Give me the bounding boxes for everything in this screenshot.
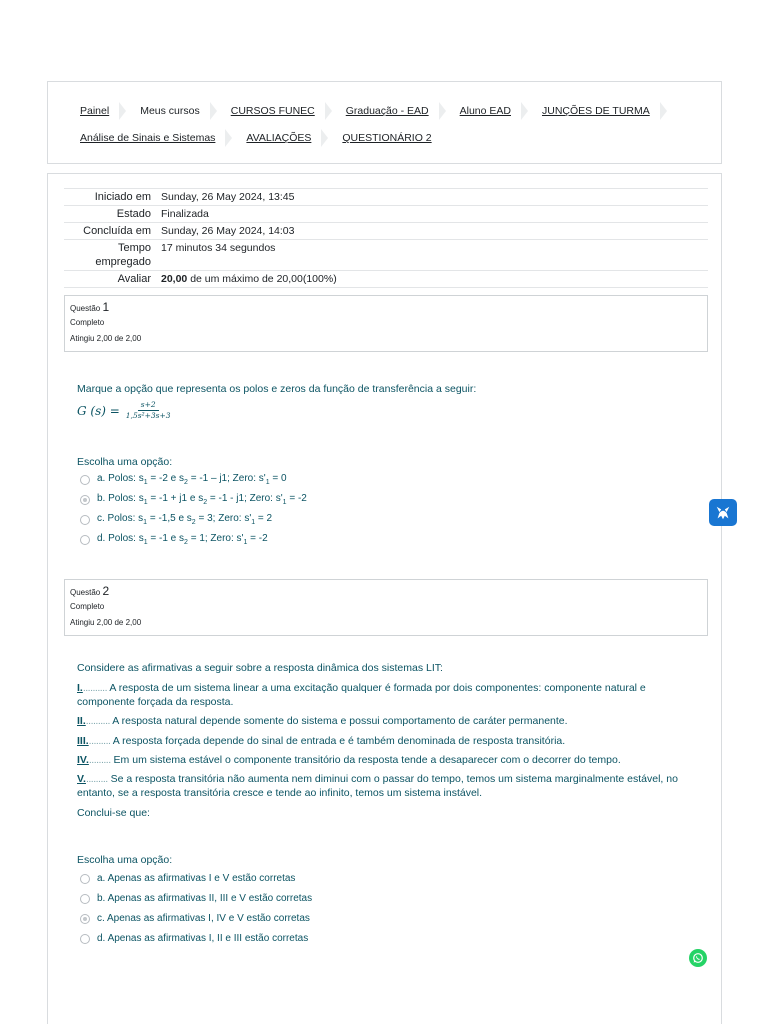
option-text: = 2 (255, 513, 273, 524)
question-label: Questão (70, 588, 101, 597)
statement-5 (77, 772, 702, 800)
subscript: 1 (265, 479, 270, 486)
conclusion-text: Conclui-se que: (77, 807, 150, 819)
question-2-mark: Atingiu 2,00 de 2,00 (70, 618, 142, 627)
option-text: = 0 (269, 473, 287, 484)
breadcrumb-avaliacoes[interactable]: AVALIAÇÕES (246, 132, 312, 144)
option-label: b. Apenas as afirmativas II, III e V estão corretas (97, 893, 313, 904)
statement-dots: .......... (82, 682, 108, 694)
breadcrumb-cursos-funec[interactable]: CURSOS FUNEC (230, 105, 315, 117)
whatsapp-button[interactable] (689, 949, 707, 967)
question-2-option[interactable] (80, 933, 308, 944)
formula-numerator: s+2 (138, 401, 159, 411)
question-1-option[interactable] (80, 513, 272, 526)
grade-value (161, 271, 708, 288)
started-label: Iniciado em (94, 191, 151, 203)
subscript: 1 (143, 499, 148, 506)
statement-dots: ......... (88, 735, 111, 747)
subscript: 1 (143, 479, 148, 486)
statement-dots: .......... (85, 715, 110, 727)
breadcrumb (47, 81, 722, 164)
option-text: = 3; Zero: s' (195, 513, 252, 524)
option-label (97, 533, 268, 546)
question-1-option[interactable] (80, 473, 287, 486)
subscript: 2 (203, 499, 208, 506)
subscript: 2 (184, 539, 188, 546)
started-value: Sunday, 26 May 2024, 13:45 (161, 191, 295, 203)
summary-row-time (64, 240, 708, 271)
question-1-text: Marque a opção que representa os polos e zeros da função de transferência a seguir: (77, 383, 477, 395)
subscript: 1 (143, 539, 148, 546)
statement-text: A resposta forçada depende do sinal de entrada e é também denominada de resposta transitória. (110, 735, 566, 747)
summary-row-completed (64, 223, 708, 240)
breadcrumb-juncoes-de-turma[interactable]: JUNÇÕES DE TURMA (542, 105, 650, 117)
statement-4 (77, 753, 702, 767)
grade-label: Avaliar (117, 273, 151, 285)
state-value: Finalizada (161, 208, 209, 220)
breadcrumb-meus-cursos: Meus cursos (140, 105, 200, 117)
option-text: d. Polos: s (97, 533, 144, 544)
breadcrumb-separator (321, 129, 328, 147)
question-1-option[interactable] (80, 533, 268, 546)
statement-text: Em um sistema estável o componente transitório da resposta tende a desaparecer com o decorrer do tempo. (110, 754, 621, 766)
statement-roman-numeral: I. (77, 682, 83, 694)
grade-score: 20,00 (161, 273, 188, 285)
question-2-info (64, 579, 708, 636)
grade-rest: de um máximo de 20,00(100%) (187, 273, 337, 285)
breadcrumb-questionario-2[interactable]: QUESTIONÁRIO 2 (342, 132, 432, 144)
statement-2 (77, 714, 702, 728)
state-label: Estado (116, 208, 151, 220)
radio-button[interactable] (80, 894, 90, 904)
breadcrumb-graduacao-ead[interactable]: Graduação - EAD (345, 105, 429, 117)
accessibility-button[interactable] (709, 499, 737, 526)
option-label: c. Apenas as afirmativas I, IV e V estão corretas (97, 913, 310, 924)
option-text: = -1,5 e s (147, 513, 192, 524)
question-2-number (70, 585, 702, 599)
transfer-function-formula (77, 401, 171, 420)
statement-roman-numeral: III. (77, 735, 89, 747)
option-text: = 1; Zero: s' (187, 533, 244, 544)
statement-roman-numeral: V. (77, 773, 86, 785)
radio-button[interactable] (80, 914, 90, 924)
option-label (97, 493, 307, 506)
radio-button[interactable] (80, 475, 90, 485)
summary-row-grade (64, 271, 708, 288)
subscript: 1 (282, 499, 287, 506)
question-2-choose-label: Escolha uma opção: (77, 854, 173, 866)
radio-button[interactable] (80, 515, 90, 525)
formula-lhs: G (s) = (77, 403, 120, 418)
breadcrumb-row-1 (78, 102, 679, 120)
option-text: c. Polos: s (97, 513, 144, 524)
statement-roman-numeral: II. (77, 715, 86, 727)
subscript: 2 (184, 479, 188, 486)
statement-text: A resposta natural depende somente do sistema e possui comportamento de caráter permanente. (109, 715, 568, 727)
question-1-number (70, 301, 702, 315)
option-text: = -2 (247, 533, 268, 544)
breadcrumb-separator (119, 102, 126, 120)
question-1-info (64, 295, 708, 352)
statement-text: Se a resposta transitória não aumenta nem diminui com o passar do tempo, temos um sistema marginalmente estável, no entanto, se a resposta transitória cresce e tende ao infinito, temos um sistema instável. (77, 773, 678, 799)
summary-row-started (64, 189, 708, 206)
option-label (97, 513, 272, 526)
statement-3 (77, 734, 702, 748)
radio-button[interactable] (80, 874, 90, 884)
radio-button[interactable] (80, 495, 90, 505)
question-1-prompt (77, 382, 707, 396)
option-text: = -2 (286, 493, 307, 504)
option-text: = -2 e s (147, 473, 185, 484)
question-number: 2 (102, 584, 110, 598)
radio-button[interactable] (80, 535, 90, 545)
subscript: 2 (191, 519, 196, 526)
option-label: d. Apenas as afirmativas I, II e III estão corretas (97, 933, 309, 944)
completed-label: Concluída em (83, 225, 151, 237)
statement-roman-numeral: IV. (77, 754, 89, 766)
statement-dots: ......... (85, 773, 108, 785)
breadcrumb-course[interactable]: Análise de Sinais e Sistemas (80, 132, 216, 144)
question-1-choose-label: Escolha uma opção: (77, 456, 173, 468)
whatsapp-icon (692, 952, 704, 964)
quiz-review-panel (47, 173, 722, 1024)
option-text: = -1 – j1; Zero: s' (187, 473, 266, 484)
formula-denominator: 1,5s²+3s+3 (125, 411, 171, 420)
subscript: 1 (143, 519, 148, 526)
radio-button[interactable] (80, 934, 90, 944)
question-2-text: Considere as afirmativas a seguir sobre a resposta dinâmica dos sistemas LIT: (77, 662, 443, 674)
question-2-status: Completo (70, 602, 105, 611)
breadcrumb-separator (225, 129, 232, 147)
time-value: 17 minutos 34 segundos (161, 242, 276, 254)
question-2-option[interactable] (80, 893, 312, 904)
breadcrumb-separator (325, 102, 332, 120)
question-number: 1 (102, 300, 110, 314)
breadcrumb-row-2 (78, 129, 434, 147)
attempt-summary-table (64, 188, 708, 288)
subscript: 1 (243, 539, 248, 546)
question-2-option[interactable] (80, 873, 295, 884)
completed-value: Sunday, 26 May 2024, 14:03 (161, 225, 295, 237)
subscript: 1 (251, 519, 256, 526)
question-label: Questão (70, 304, 101, 313)
breadcrumb-separator (521, 102, 528, 120)
breadcrumb-separator (210, 102, 217, 120)
accessibility-icon (714, 504, 732, 522)
question-2-option[interactable] (80, 913, 310, 924)
question-2-prompt (77, 661, 707, 675)
time-label: Tempo empregado (95, 242, 151, 268)
formula-fraction (126, 401, 171, 420)
question-1-status: Completo (70, 318, 105, 327)
statement-text: A resposta de um sistema linear a uma excitação qualquer é formada por dois componentes: componente natural e componente forçada da resposta. (77, 682, 646, 708)
question-1-option[interactable] (80, 493, 307, 506)
option-text: b. Polos: s (97, 493, 144, 504)
option-label (97, 473, 287, 486)
breadcrumb-aluno-ead[interactable]: Aluno EAD (459, 105, 511, 117)
option-text: = -1 + j1 e s (147, 493, 204, 504)
question-2-conclusion (77, 806, 707, 820)
question-1-mark: Atingiu 2,00 de 2,00 (70, 334, 142, 343)
option-label: a. Apenas as afirmativas I e V estão corretas (97, 873, 296, 884)
option-text: = -1 - j1; Zero: s' (207, 493, 283, 504)
breadcrumb-separator (439, 102, 446, 120)
statement-dots: ......... (88, 754, 111, 766)
breadcrumb-painel[interactable]: Painel (80, 105, 110, 117)
statement-1 (77, 681, 702, 709)
option-text: = -1 e s (147, 533, 185, 544)
summary-row-state (64, 206, 708, 223)
breadcrumb-separator (660, 102, 667, 120)
option-text: a. Polos: s (97, 473, 144, 484)
